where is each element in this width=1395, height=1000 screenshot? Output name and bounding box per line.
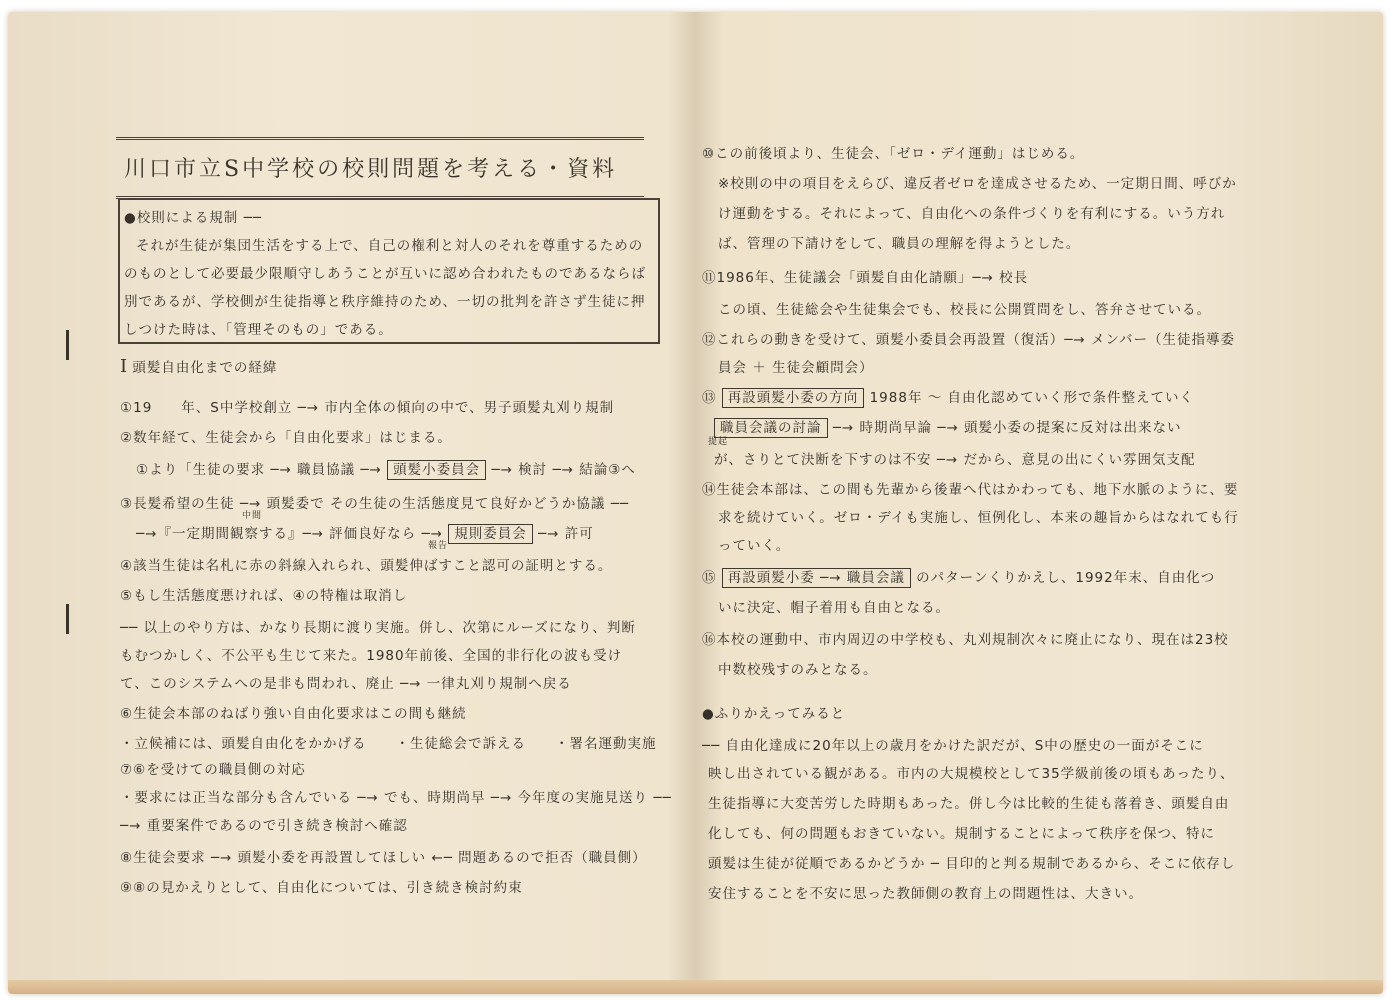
history-item: 求を続けていく。ゼロ・デイも実施し、恒例化し、本来の趣旨からはなれても行: [718, 510, 1239, 526]
history-item: ※校則の中の項目をえらび、違反者ゼロを達成させるため、一定期日間、呼びか: [718, 176, 1237, 192]
history-item: 員会 ＋ 生徒会顧問会）: [718, 360, 874, 376]
history-item: け運動をする。それによって、自由化への条件づくりを有利にする。いう方れ: [718, 206, 1226, 222]
new-committee-direction-box: 再設頭髪小委の方向: [722, 388, 865, 408]
history-item: いに決定、帽子着用も自由となる。: [718, 600, 950, 616]
review-arrow: ─→ 検討 ─→ 結論③へ: [491, 462, 636, 478]
reflection-line: ── 自由化達成に20年以上の歳月をかけた訳だが、S中の歴史の一面がそこに: [702, 738, 1204, 754]
history-item: ⑭生徒会本部は、この間も先輩から後輩へ代はかわっても、地下水脈のように、要: [702, 482, 1239, 498]
section-title: 頭髪自由化までの経緯: [132, 360, 278, 376]
pattern-box: 再設頭髪小委 ─→ 職員会議: [722, 568, 911, 588]
history-item: ①より「生徒の要求 ─→ 職員協議 ─→: [136, 462, 382, 478]
history-item-row: [714, 416, 1182, 438]
history-item-row: [136, 458, 636, 480]
left-page: [8, 12, 693, 994]
item-number: ⑮: [702, 570, 717, 586]
history-item-row: [136, 522, 594, 544]
rules-box: [118, 198, 660, 344]
history-item: ④該当生徒は名札に赤の斜線入れられ、頭髪伸ばすこと認可の証明とする。: [120, 558, 613, 574]
history-item: もむつかしく、不公平も生じて来た。1980年前後、全国的非行化の波も受け: [120, 648, 623, 664]
small-committee-box: 頭髪小委員会: [387, 460, 486, 480]
history-item: ⑯本校の運動中、市内周辺の中学校も、丸刈規制次々に廃止になり、現在は23校: [702, 632, 1229, 648]
rules-line: しつけた時は、「管理そのもの」である。: [124, 322, 393, 338]
section-numeral: I: [120, 356, 128, 377]
history-item: ─→ 時期尚早論 ─→ 頭髪小委の提案に反対は出来ない: [832, 420, 1182, 436]
history-item: ・要求には正当な部分も含んでいる ─→ でも、時期尚早 ─→ 今年度の実施見送り ──: [120, 790, 672, 806]
rules-line: 別であるが、学校側が生徒指導と秩序維持のため、一切の批判を許さず生徒に押: [124, 294, 646, 310]
history-item: が、さりとて決断を下すのは不安 ─→ だから、意見の出にくい雰囲気支配: [714, 452, 1196, 468]
annotation-submission: 提起: [708, 437, 729, 447]
history-item: っていく。: [718, 538, 791, 554]
rules-heading: ●校則による規制 ──: [124, 210, 262, 226]
rules-line: それが生徒が集団生活をする上で、自己の権利と対人のそれを尊重するための: [136, 238, 644, 254]
item-number: ⑬: [702, 390, 717, 406]
history-item: ⑫これらの動きを受けて、頭髪小委員会再設置（復活）─→ メンバー（生徒指導委: [702, 332, 1236, 348]
reflection-line: 化しても、何の問題もおきていない。規制することによって秩序を保つ、特に: [708, 826, 1215, 842]
staff-meeting-discussion-box: 職員会議の討論: [714, 418, 828, 438]
history-item: ⑩この前後頃より、生徒会、「ゼロ・デイ運動」はじめる。: [702, 146, 1085, 162]
history-item: ── 以上のやり方は、かなり長期に渡り実施。併し、次第にルーズになり、判断: [120, 620, 636, 636]
history-item: この頃、生徒総会や生徒集会でも、校長に公開質問をし、答弁させている。: [718, 302, 1211, 318]
history-item: 中数校残すのみとなる。: [718, 662, 878, 678]
history-item: ⑪1986年、生徒議会「頭髪自由化請願」─→ 校長: [702, 270, 1029, 286]
title-block: [116, 137, 644, 199]
reflection-line: 頭髪は生徒が従順であるかどうか ─ 目印的と判る規制であるから、そこに依存し: [708, 856, 1236, 872]
annotation-middle: 中間: [242, 511, 263, 521]
history-item: のパターンくりかえし、1992年末、自由化つ: [916, 570, 1216, 586]
reflection-line: 映し出されている観がある。市内の大規模校として35学級前後の頃もあったり、: [708, 766, 1235, 782]
history-item-row: [702, 386, 1194, 408]
history-item: ①19 年、S中学校創立 ─→ 市内全体の傾向の中で、男子頭髪丸刈り規制: [120, 400, 615, 416]
binding-mark: [66, 604, 69, 634]
history-item: ・立候補には、頭髪自由化をかかげる ・生徒総会で訴える ・署名運動実施: [120, 736, 657, 752]
reflection-heading: ●ふりかえってみると: [702, 706, 846, 722]
document-spread: [8, 12, 1383, 994]
section-heading: [120, 356, 277, 377]
reflection-line: 生徒指導に大変苦労した時期もあった。併し今は比較的生徒も落着き、頭髪自由: [708, 796, 1230, 812]
right-page: [698, 12, 1383, 994]
page-title: 川口市立S中学校の校則問題を考える・資料: [124, 157, 618, 182]
history-item: ⑧生徒会要求 ─→ 頭髪小委を再設置してほしい ←─ 問題あるので拒否（職員側）: [120, 850, 647, 866]
annotation-report: 報告: [428, 541, 449, 551]
history-item: ⑥生徒会本部のねばり強い自由化要求はこの間も継続: [120, 706, 467, 722]
history-item: ②数年経て、生徒会から「自由化要求」はじまる。: [120, 430, 452, 446]
reflection-line: 安住することを不安に思った教師側の教育上の問題性は、大きい。: [708, 886, 1143, 902]
history-item: 1988年 〜 自由化認めていく形で条件整えていく: [869, 390, 1195, 406]
history-item: ─→『一定期間観察する』─→ 評価良好なら ─→: [136, 526, 443, 542]
history-item: ⑦⑥を受けての職員側の対応: [120, 762, 306, 778]
history-item: ば、管理の下請けをして、職員の理解を得ようとした。: [718, 236, 1081, 252]
history-item: ③長髪希望の生徒 ─→ 頭髪委で その生徒の生活態度見て良好かどうか協議 ──: [120, 496, 629, 512]
history-item: て、このシステムへの是非も問われ、廃止 ─→ 一律丸刈り規制へ戻る: [120, 676, 572, 692]
rules-line: のものとして必要最少限順守しあうことが互いに認め合われたものであるならば: [124, 266, 646, 282]
rules-committee-box: 規則委員会: [448, 524, 533, 544]
permit-arrow: ─→ 許可: [538, 526, 594, 542]
history-item: ⑤もし生活態度悪ければ、④の特権は取消し: [120, 588, 408, 604]
history-item: ─→ 重要案件であるので引き続き検討へ確認: [120, 818, 408, 834]
history-item-row: [702, 566, 1215, 588]
binding-mark: [66, 330, 69, 360]
paper-edge: [8, 980, 1383, 994]
history-item: ⑨⑧の見かえりとして、自由化については、引き続き検討約束: [120, 880, 523, 896]
